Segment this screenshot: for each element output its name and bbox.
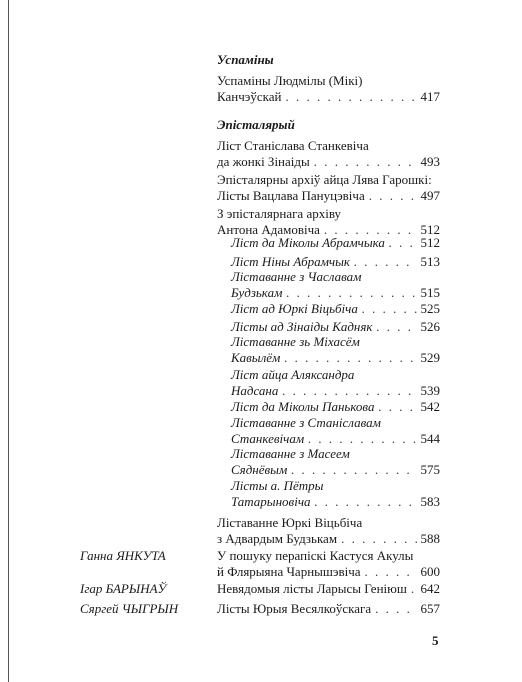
page-number-ref: 512 xyxy=(420,235,440,250)
dot-leader xyxy=(411,581,417,597)
entry-title-line: Эпісталярны архіў айца Лява Гарошкі: xyxy=(217,172,432,187)
page-number-ref: 529 xyxy=(420,350,440,365)
dot-leader xyxy=(282,383,416,399)
entry-title-line: Будзькам xyxy=(231,285,283,300)
entry-title-line: Ліст да Міколы Панькова xyxy=(231,399,375,414)
folio-page-number: 5 xyxy=(432,633,439,648)
page-number-ref: 575 xyxy=(420,462,440,477)
dot-leader xyxy=(354,254,417,270)
dot-leader xyxy=(362,301,417,317)
page-number-ref: 642 xyxy=(420,581,440,596)
page-number-ref: 525 xyxy=(420,301,440,316)
page-number-ref: 583 xyxy=(420,494,440,509)
toc-subentry[interactable] xyxy=(231,399,440,415)
dot-leader xyxy=(315,494,417,510)
entry-title-line: Лісты Юрыя Весялкоўскага xyxy=(217,601,372,616)
dot-leader xyxy=(341,531,416,547)
page-number-ref: 515 xyxy=(420,285,440,300)
entry-title-line: Станкевічам xyxy=(231,431,305,446)
entry-title-line: Ліст да Міколы Абрамчыка xyxy=(231,235,385,250)
toc-entry[interactable] xyxy=(217,138,440,170)
entry-title-line: Невядомыя лісты Ларысы Геніюш xyxy=(217,581,407,596)
toc-subentry[interactable] xyxy=(231,415,440,447)
dot-leader xyxy=(308,431,416,447)
entry-title-line: Ліст ад Юркі Віцьбіча xyxy=(231,301,358,316)
page-number-ref: 588 xyxy=(420,531,440,546)
entry-title-line: Ліст Станіслава Станкевіча xyxy=(217,138,369,153)
toc-subentry[interactable] xyxy=(231,334,440,366)
entry-title-line: З эпісталярнага архіву xyxy=(217,206,342,221)
toc-entry[interactable] xyxy=(217,601,440,617)
toc-subentry[interactable] xyxy=(231,367,440,399)
dot-leader xyxy=(376,319,416,335)
section-heading-epistalyaryi: Эпісталярый xyxy=(217,117,295,132)
dot-leader xyxy=(314,154,417,170)
entry-title-line: Ліставанне зь Міхасём xyxy=(231,334,360,349)
toc-entry[interactable] xyxy=(217,172,440,204)
toc-entry[interactable] xyxy=(217,206,440,238)
toc-subentry[interactable] xyxy=(231,269,440,301)
toc-subentry[interactable] xyxy=(231,446,440,478)
toc-entry[interactable] xyxy=(217,515,440,547)
entry-title-line: Лісты а. Пётры xyxy=(231,478,324,493)
entry-title-line: й Флярыяна Чарнышэвіча xyxy=(217,564,361,579)
page-number-ref: 512 xyxy=(420,222,440,237)
dot-leader xyxy=(284,350,416,366)
toc-subentry[interactable] xyxy=(231,254,440,270)
entry-title-line: Успаміны Людмілы (Мікі) xyxy=(217,73,363,88)
page-number-ref: 539 xyxy=(420,383,440,398)
toc-entry[interactable] xyxy=(217,581,440,597)
page-number-ref: 542 xyxy=(420,399,440,414)
page-number-ref: 497 xyxy=(420,188,440,203)
entry-title-line: Ліставанне з Чаславам xyxy=(231,269,362,284)
entry-title-line: з Адвардым Будзькам xyxy=(217,531,338,546)
entry-title-line: У пошуку перапіскі Кастуся Акулы xyxy=(217,548,414,563)
page-number-ref: 417 xyxy=(420,89,440,104)
entry-title-line: Ліставанне Юркі Віцьбіча xyxy=(217,515,363,530)
entry-title-line: Канчэўскай xyxy=(217,89,282,104)
entry-title-line: Надсана xyxy=(231,383,279,398)
page-number-ref: 526 xyxy=(420,319,440,334)
section-heading-uspaminy: Успаміны xyxy=(217,52,274,67)
entry-title-line: Кавылём xyxy=(231,350,281,365)
dot-leader xyxy=(365,564,417,580)
entry-title-line: Антона Адамовіча xyxy=(217,222,320,237)
dot-leader xyxy=(369,188,417,204)
toc-subentry[interactable] xyxy=(231,478,440,510)
page-number-ref: 493 xyxy=(420,154,440,169)
toc-subentry[interactable] xyxy=(231,235,440,251)
entry-title-line: Сяднёвым xyxy=(231,462,288,477)
entry-title-line: да жонкі Зінаіды xyxy=(217,154,310,169)
toc-entry[interactable] xyxy=(217,73,440,105)
entry-title-line: Татарыновіча xyxy=(231,494,311,509)
dot-leader xyxy=(291,462,416,478)
toc-subentry[interactable] xyxy=(231,301,440,317)
author-name: Ганна ЯНКУТА xyxy=(80,548,166,563)
author-name: Ігар БАРЫНАЎ xyxy=(80,581,167,596)
entry-title-line: Ліст Ніны Абрамчык xyxy=(231,254,350,269)
entry-title-line: Лісты ад Зінаіды Кадняк xyxy=(231,319,373,334)
page-edge-line xyxy=(8,0,9,682)
dot-leader xyxy=(389,235,417,251)
toc-subentry[interactable] xyxy=(231,319,440,335)
entry-title-line: Лісты Вацлава Пануцэвіча xyxy=(217,188,365,203)
page-number-ref: 544 xyxy=(420,431,440,446)
entry-title-line: Ліставанне з Станіславам xyxy=(231,415,381,430)
dot-leader xyxy=(375,601,416,617)
toc-entry[interactable] xyxy=(217,548,440,580)
dot-leader xyxy=(286,285,416,301)
author-name: Сяргей ЧЫГРЫН xyxy=(80,601,179,616)
dot-leader xyxy=(285,89,416,105)
page-number-ref: 600 xyxy=(420,564,440,579)
dot-leader xyxy=(378,399,416,415)
page-number-ref: 657 xyxy=(420,601,440,616)
page-number-ref: 513 xyxy=(420,254,440,269)
entry-title-line: Ліставанне з Масеем xyxy=(231,446,350,461)
entry-title-line: Ліст айца Аляксандра xyxy=(231,367,355,382)
